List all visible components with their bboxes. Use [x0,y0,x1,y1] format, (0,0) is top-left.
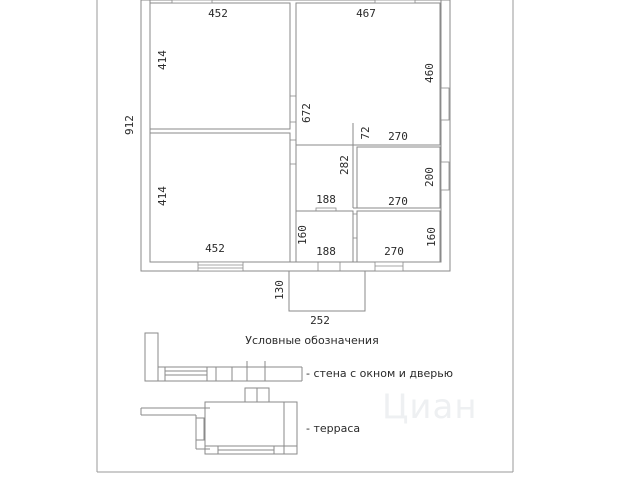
dim-right-upper-height: 460 [423,63,436,83]
room-top-right [296,3,440,145]
legend-title: Условные обозначения [245,334,379,347]
dim-room-width-b: 270 [388,195,408,208]
dim-top-right-width: 467 [356,7,376,20]
dim-terrace-height: 130 [273,280,286,300]
legend-terrace-label: - терраса [306,422,361,435]
dim-inner-height: 282 [338,155,351,175]
dim-room-height-b: 160 [425,227,438,247]
dim-left-lower-height: 414 [156,186,169,206]
dimensions [123,7,438,327]
dim-top-left-width: 452 [208,7,228,20]
dim-room-width-a: 270 [388,130,408,143]
dim-corridor-width-lower: 188 [316,245,336,258]
dim-bottom-left-width: 452 [205,242,225,255]
watermark: Циан [382,387,478,427]
dim-total-height: 912 [123,115,136,135]
legend-terrace-sample [141,388,297,454]
terrace [289,271,365,311]
dim-terrace-width: 252 [310,314,330,327]
dim-small-vertical: 72 [359,126,372,140]
dim-left-upper-height: 414 [156,50,169,70]
dim-bath-height: 160 [296,225,309,245]
room-top-left [150,3,290,129]
dim-room-height-a: 200 [423,167,436,187]
legend-wall-label: - стена с окном и дверью [306,367,453,380]
dim-corridor-height: 672 [300,103,313,123]
dim-corridor-width-upper: 188 [316,193,336,206]
dim-room-width-c: 270 [384,245,404,258]
